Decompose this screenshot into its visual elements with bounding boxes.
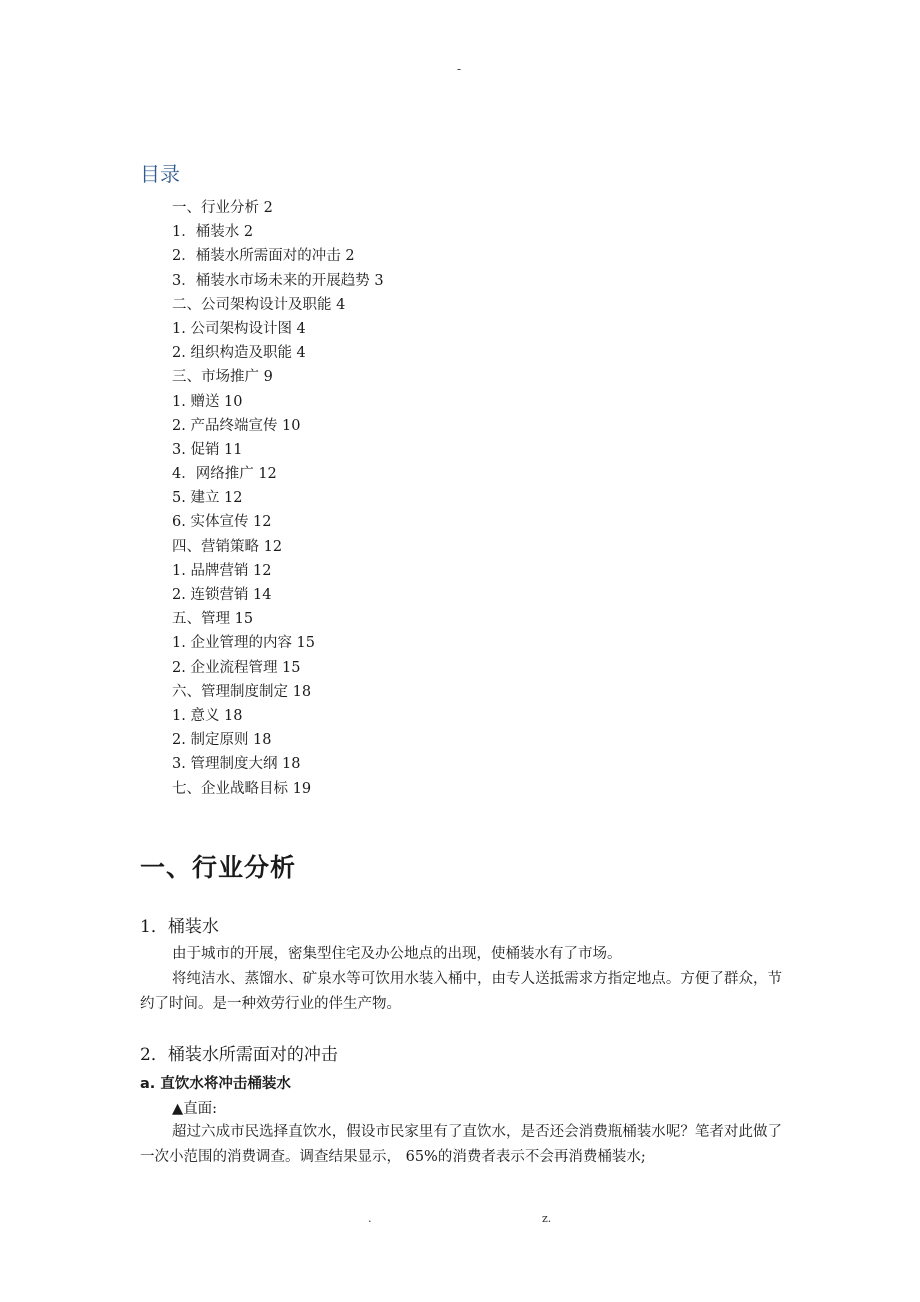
point-heading: a. 直饮水将冲击桶装水 xyxy=(140,1076,291,1092)
toc-entry[interactable]: 1．桶装水 2 xyxy=(172,224,254,241)
toc-entry[interactable]: 1. 公司架构设计图 4 xyxy=(172,320,306,337)
subsection-heading: 1．桶装水 xyxy=(140,917,219,937)
toc-entry[interactable]: 三、市场推广 9 xyxy=(172,369,273,386)
section-heading: 一、行业分析 xyxy=(140,853,297,882)
toc-entry[interactable]: 1. 赠送 10 xyxy=(172,393,243,410)
toc-entry[interactable]: 3. 管理制度大纲 18 xyxy=(172,756,301,773)
toc-title: 目录 xyxy=(140,162,180,186)
body-paragraph: 超过六成市民选择直饮水，假设市民家里有了直饮水，是否还会消费瓶桶装水呢？笔者对此做了一次小范围的消费调查。调查结果显示， 65%的消费者表示不会再消费桶装水; xyxy=(140,1124,782,1165)
toc-entry[interactable]: 2. 连锁营销 14 xyxy=(172,587,272,603)
bullet-marker: ▲直面: xyxy=(172,1101,218,1117)
toc-entry[interactable]: 七、企业战略目标 19 xyxy=(172,780,312,797)
toc-entry[interactable]: 1. 意义 18 xyxy=(172,707,243,724)
toc-entry[interactable]: 二、公司架构设计及职能 4 xyxy=(172,296,346,313)
toc-entry[interactable]: 2．桶装水所需面对的冲击 2 xyxy=(172,248,355,265)
body-paragraph: 将纯洁水、蒸馏水、矿泉水等可饮用水装入桶中，由专人送抵需求方指定地点。方便了群众，节约了时间。是一种效劳行业的伴生产物。 xyxy=(140,971,782,1012)
toc-entry[interactable]: 6. 实体宣传 12 xyxy=(172,514,272,531)
toc-entry[interactable]: 4．网络推广 12 xyxy=(172,466,277,483)
toc-entry[interactable]: 一、行业分析 2 xyxy=(172,200,273,216)
toc-entry[interactable]: 2. 组织构造及职能 4 xyxy=(172,345,306,362)
toc-entry[interactable]: 四、营销策略 12 xyxy=(172,538,283,555)
toc-entry[interactable]: 1. 企业管理的内容 15 xyxy=(172,635,316,652)
table-of-contents xyxy=(172,196,384,801)
toc-entry[interactable]: 3．桶装水市场未来的开展趋势 3 xyxy=(172,272,384,289)
toc-entry[interactable]: 3. 促销 11 xyxy=(172,441,243,458)
footer-left-mark: . xyxy=(368,1212,372,1225)
subsection-heading: 2．桶装水所需面对的冲击 xyxy=(140,1045,338,1065)
toc-entry[interactable]: 六、管理制度制定 18 xyxy=(172,683,312,700)
body-paragraph: 由于城市的开展，密集型住宅及办公地点的出现，使桶装水有了市场。 xyxy=(172,946,622,962)
toc-entry[interactable]: 2. 产品终端宣传 10 xyxy=(172,417,301,434)
toc-entry[interactable]: 1. 品牌营销 12 xyxy=(172,562,272,579)
toc-entry[interactable]: 5. 建立 12 xyxy=(172,490,243,507)
toc-entry[interactable]: 五、管理 15 xyxy=(172,611,254,628)
footer-right-mark: z. xyxy=(542,1212,552,1225)
toc-entry[interactable]: 2. 企业流程管理 15 xyxy=(172,659,301,676)
toc-entry[interactable]: 2. 制定原则 18 xyxy=(172,732,272,749)
header-mark: - xyxy=(457,62,462,76)
